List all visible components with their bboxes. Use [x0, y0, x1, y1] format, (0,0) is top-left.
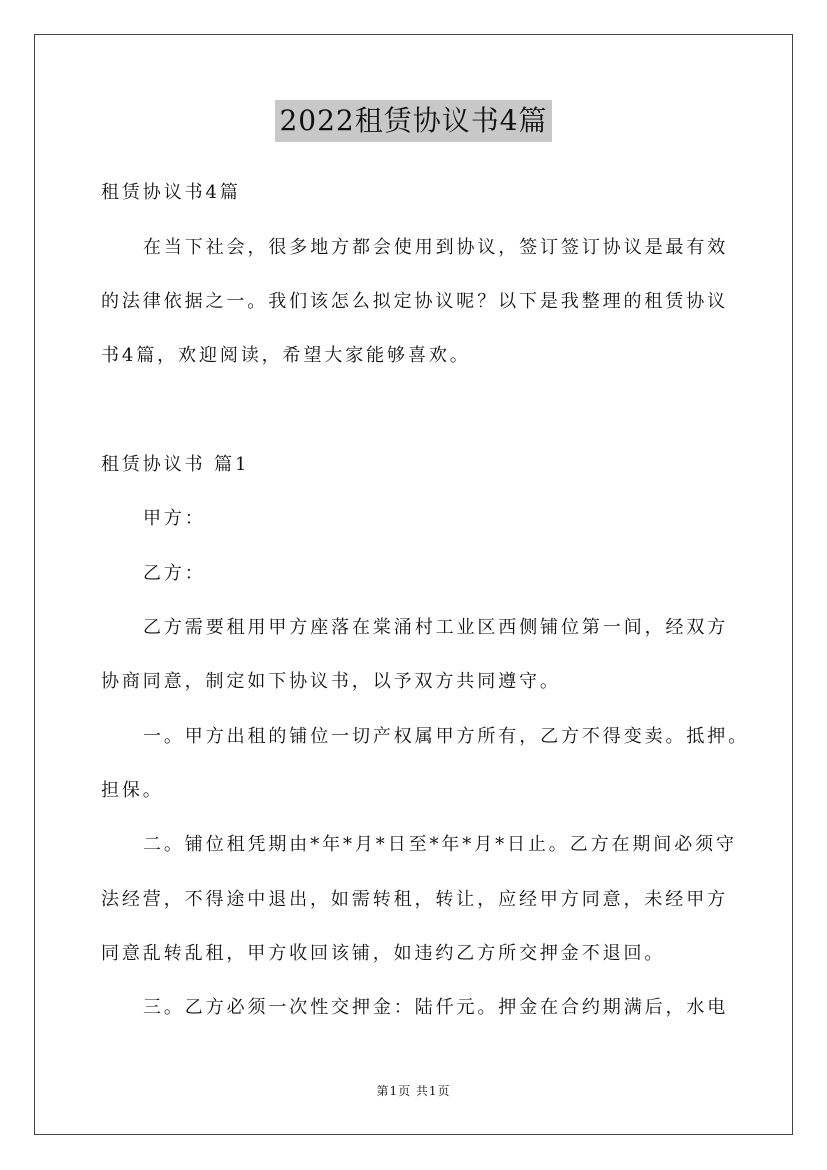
body-line-8: 三。乙方必须一次性交押金：陆仟元。押金在合约期满后，水电: [143, 997, 729, 1018]
body-line-7: 同意乱转乱租，甲方收回该铺，如违约乙方所交押金不退回。: [101, 943, 666, 964]
section-heading: 租赁协议书 篇1: [101, 454, 250, 475]
document-subtitle: 租赁协议书4篇: [101, 182, 241, 203]
body-line-2: 协商同意，制定如下协议书，以予双方共同遵守。: [101, 671, 561, 692]
body-line-3: 一。甲方出租的铺位一切产权属甲方所有，乙方不得变卖。抵押。: [143, 726, 750, 747]
document-title: 2022租赁协议书4篇: [275, 100, 551, 142]
party-b-label: 乙方：: [143, 563, 206, 584]
body-line-5: 二。铺位租凭期由*年*月*日至*年*月*日止。乙方在期间必须守: [143, 834, 737, 855]
party-a-label: 甲方：: [143, 508, 206, 529]
intro-line-1: 在当下社会，很多地方都会使用到协议，签订签订协议是最有效: [143, 237, 729, 258]
body-line-1: 乙方需要租用甲方座落在棠涌村工业区西侧铺位第一间，经双方: [143, 617, 729, 638]
intro-line-2: 的法律依据之一。我们该怎么拟定协议呢？以下是我整理的租赁协议: [101, 291, 728, 312]
page-footer: 第1页 共1页: [376, 1084, 451, 1098]
title-container: [0, 100, 827, 142]
intro-line-3: 书4篇，欢迎阅读，希望大家能够喜欢。: [101, 345, 471, 366]
body-line-4: 担保。: [101, 780, 164, 801]
body-line-6: 法经营，不得途中退出，如需转租，转让，应经甲方同意，未经甲方: [101, 889, 728, 910]
